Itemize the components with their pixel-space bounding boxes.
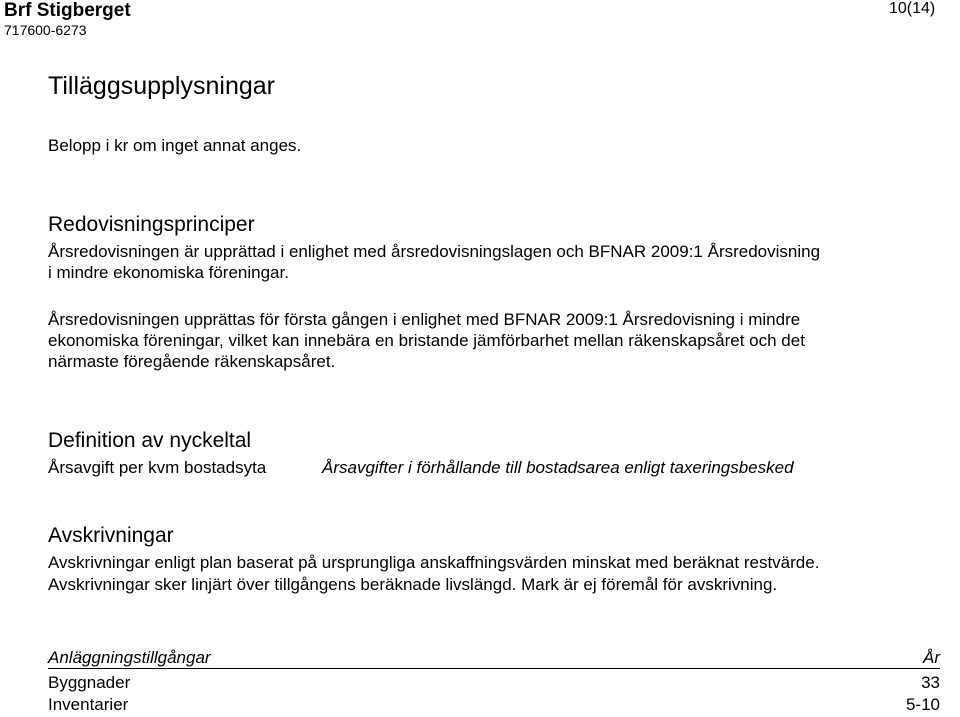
table-row bbox=[48, 673, 940, 695]
asset-name: Byggnader bbox=[48, 673, 131, 692]
accounting-principles-line: i mindre ekonomiska föreningar. bbox=[48, 263, 289, 282]
table-row bbox=[48, 695, 940, 717]
depreciation-line: Avskrivningar sker linjärt över tillgångens beräknade livslängd. Mark är ej föremål för avskrivning. bbox=[48, 575, 778, 594]
asset-years: 5-10 bbox=[905, 695, 940, 714]
depreciation-line: Avskrivningar enligt plan baserat på ursprungliga anskaffningsvärden minskat med beräknat restvärde. bbox=[48, 553, 820, 572]
key-ratio-term: Årsavgift per kvm bostadsyta bbox=[48, 458, 267, 477]
key-ratios-heading: Definition av nyckeltal bbox=[48, 429, 252, 452]
years-column-header: År bbox=[923, 648, 940, 667]
organization-number: 717600-6273 bbox=[4, 22, 87, 38]
accounting-principles-line: Årsredovisningen är upprättad i enlighet med årsredovisningslagen och BFNAR 2009:1 Årsredovisning bbox=[48, 242, 821, 261]
asset-name: Inventarier bbox=[48, 695, 129, 714]
first-time-note-line: ekonomiska föreningar, vilket kan innebära en bristande jämförbarhet mellan räkenskapsåret och det bbox=[48, 331, 805, 350]
assets-column-header: Anläggningstillgångar bbox=[48, 648, 211, 667]
key-ratio-definition: Årsavgifter i förhållande till bostadsarea enligt taxeringsbesked bbox=[322, 458, 794, 477]
first-time-note-line: närmaste föregående räkenskapsåret. bbox=[48, 352, 336, 371]
currency-note: Belopp i kr om inget annat anges. bbox=[48, 136, 302, 155]
page-number: 10(14) bbox=[889, 0, 936, 17]
assets-table-header bbox=[48, 646, 940, 669]
page-title: Tilläggsupplysningar bbox=[48, 72, 275, 100]
accounting-principles-heading: Redovisningsprinciper bbox=[48, 213, 255, 236]
asset-years: 33 bbox=[921, 673, 940, 692]
first-time-note-line: Årsredovisningen upprättas för första gången i enlighet med BFNAR 2009:1 Årsredovisning i mindre bbox=[48, 310, 801, 329]
depreciation-heading: Avskrivningar bbox=[48, 524, 174, 547]
organization-name: Brf Stigberget bbox=[4, 0, 131, 21]
